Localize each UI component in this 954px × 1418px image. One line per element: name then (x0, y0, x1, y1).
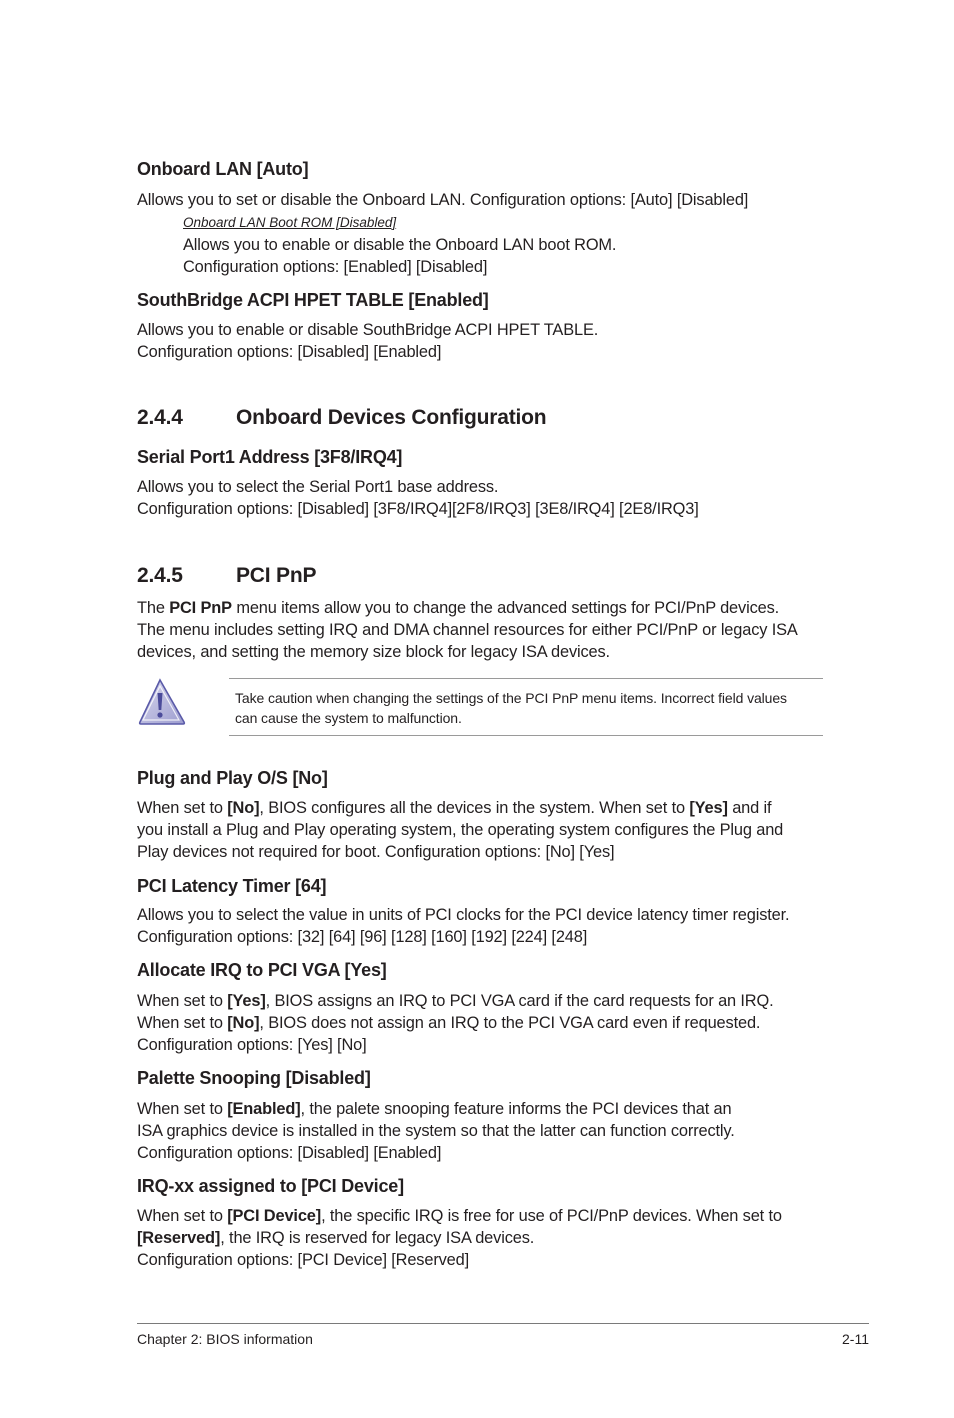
pnp-desc-3: Play devices not required for boot. Configuration options: [No] [Yes] (137, 843, 615, 861)
latency-desc-2: Configuration options: [32] [64] [96] [128] [160] [192] [224] [248] (137, 928, 588, 946)
irqvga-desc-2: When set to [No], BIOS does not assign an IRQ to the PCI VGA card even if requested. (137, 1014, 761, 1032)
pnp-desc-1: When set to [No], BIOS configures all the devices in the system. When set to [Yes] and if (137, 799, 772, 817)
caution-text-1: Take caution when changing the settings of the PCI PnP menu items. Incorrect field values (235, 690, 787, 706)
serial-desc-1: Allows you to select the Serial Port1 base address. (137, 478, 499, 496)
caution-top-rule (229, 678, 823, 679)
heading-serial-port: Serial Port1 Address [3F8/IRQ4] (137, 447, 403, 467)
hpet-desc-2: Configuration options: [Disabled] [Enabled] (137, 343, 442, 361)
irqvga-desc-1: When set to [Yes], BIOS assigns an IRQ to PCI VGA card if the card requests for an IRQ. (137, 992, 774, 1010)
section-title-pci-pnp: PCI PnP (236, 564, 317, 587)
palette-desc-2: ISA graphics device is installed in the system so that the latter can function correctly. (137, 1122, 735, 1140)
section-title-onboard-devices: Onboard Devices Configuration (236, 406, 547, 429)
palette-desc-3: Configuration options: [Disabled] [Enabled] (137, 1144, 442, 1162)
serial-desc-2: Configuration options: [Disabled] [3F8/IRQ4][2F8/IRQ3] [3E8/IRQ4] [2E8/IRQ3] (137, 500, 699, 518)
palette-desc-1: When set to [Enabled], the palete snooping feature informs the PCI devices that an (137, 1100, 732, 1118)
footer-chapter: Chapter 2: BIOS information (137, 1331, 313, 1347)
section-number-244: 2.4.4 (137, 406, 183, 429)
heading-hpet-table: SouthBridge ACPI HPET TABLE [Enabled] (137, 290, 489, 310)
section-number-245: 2.4.5 (137, 564, 183, 587)
latency-desc-1: Allows you to select the value in units of PCI clocks for the PCI device latency timer register. (137, 906, 790, 924)
lan-boot-rom-desc-1: Allows you to enable or disable the Onboard LAN boot ROM. (183, 236, 617, 254)
heading-allocate-irq-vga: Allocate IRQ to PCI VGA [Yes] (137, 960, 387, 980)
pci-pnp-intro-3: devices, and setting the memory size block for legacy ISA devices. (137, 643, 610, 661)
subheading-lan-boot-rom: Onboard LAN Boot ROM [Disabled] (183, 215, 397, 230)
pnp-desc-2: you install a Plug and Play operating system, the operating system configures the Plug and (137, 821, 784, 839)
heading-irq-xx: IRQ-xx assigned to [PCI Device] (137, 1176, 404, 1196)
irqxx-desc-3: Configuration options: [PCI Device] [Reserved] (137, 1251, 470, 1269)
onboard-lan-description: Allows you to set or disable the Onboard LAN. Configuration options: [Auto] [Disabled] (137, 191, 749, 209)
irqxx-desc-2: [Reserved], the IRQ is reserved for legacy ISA devices. (137, 1229, 535, 1247)
pci-pnp-intro-2: The menu includes setting IRQ and DMA channel resources for either PCI/PnP or legacy ISA (137, 621, 798, 639)
hpet-desc-1: Allows you to enable or disable SouthBridge ACPI HPET TABLE. (137, 321, 599, 339)
heading-onboard-lan: Onboard LAN [Auto] (137, 159, 309, 179)
footer-page-number: 2-11 (842, 1331, 869, 1347)
pci-pnp-intro-1: The PCI PnP menu items allow you to change the advanced settings for PCI/PnP devices. (137, 599, 780, 617)
caution-bottom-rule (229, 735, 823, 736)
footer-rule (137, 1323, 869, 1324)
warning-triangle-icon (136, 678, 188, 726)
lan-boot-rom-desc-2: Configuration options: [Enabled] [Disabled] (183, 258, 488, 276)
irqvga-desc-3: Configuration options: [Yes] [No] (137, 1036, 367, 1054)
heading-plug-and-play: Plug and Play O/S [No] (137, 768, 328, 788)
caution-text-2: can cause the system to malfunction. (235, 710, 462, 726)
heading-palette-snooping: Palette Snooping [Disabled] (137, 1068, 371, 1088)
irqxx-desc-1: When set to [PCI Device], the specific IRQ is free for use of PCI/PnP devices. When set to (137, 1207, 782, 1225)
heading-pci-latency: PCI Latency Timer [64] (137, 876, 327, 896)
